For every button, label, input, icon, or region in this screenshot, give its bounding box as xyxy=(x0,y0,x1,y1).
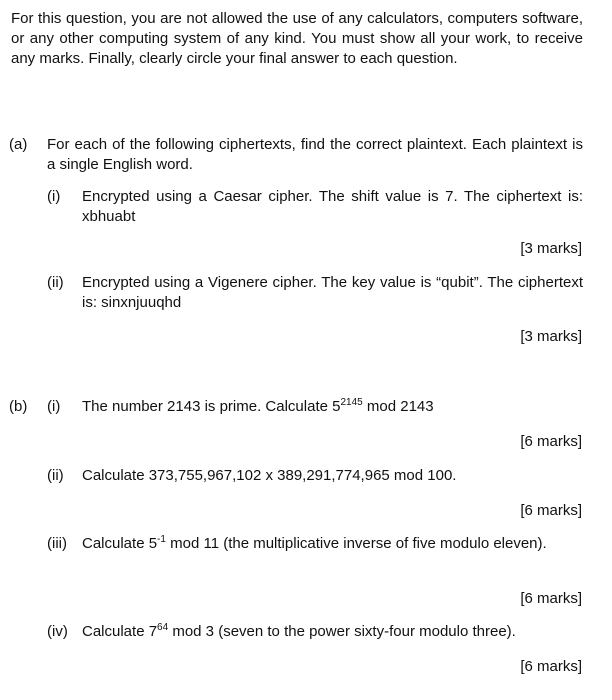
part-a-text: For each of the following ciphertexts, find the correct plaintext. Each plaintext is a single English word. xyxy=(47,136,583,173)
part-a-i-text: Encrypted using a Caesar cipher. The shift value is 7. The ciphertext is: xbhuabt xyxy=(82,188,583,225)
part-a-i-label: (i) xyxy=(47,188,61,205)
part-b-i-marks: [6 marks] xyxy=(520,433,582,450)
part-b-i-text: The number 2143 is prime. Calculate $5^{2145}$ mod 2143 xyxy=(82,397,434,415)
part-a-i-marks: [3 marks] xyxy=(520,240,582,257)
part-b-ii-text: Calculate 373,755,967,102 x 389,291,774,965 mod 100. xyxy=(82,467,457,484)
part-b-ii-marks: [6 marks] xyxy=(520,502,582,519)
part-a-ii-label: (ii) xyxy=(47,274,64,291)
exponent: 2145 xyxy=(340,397,363,408)
part-b-iv-label: (iv) xyxy=(47,623,68,640)
exponent: -1 xyxy=(157,534,166,545)
part-b-iv-marks: [6 marks] xyxy=(520,658,582,675)
exponent: 64 xyxy=(157,622,169,633)
part-b-iii-marks: [6 marks] xyxy=(520,590,582,607)
part-a-ii-marks: [3 marks] xyxy=(520,328,582,345)
part-b-label: (b) xyxy=(9,398,28,415)
part-a-ii-text: Encrypted using a Vigenere cipher. The key value is “qubit”. The ciphertext is: sinxnjuuqhd xyxy=(82,274,583,311)
instructions-paragraph: For this question, you are not allowed the use of any calculators, computers software, or any other computing system of any kind. You must show all your work, to receive any marks. Finally, clearly circle your final answer to each question. xyxy=(11,10,583,67)
part-a-label: (a) xyxy=(9,136,28,153)
part-b-iii-label: (iii) xyxy=(47,535,67,552)
part-b-iii-text: Calculate $5^{-1}$ mod 11 (the multiplicative inverse of five modulo eleven). xyxy=(82,534,547,552)
part-b-iv-text: Calculate $7^{64}$ mod 3 (seven to the power sixty-four modulo three). xyxy=(82,622,516,640)
part-b-i-label: (i) xyxy=(47,398,61,415)
part-b-ii-label: (ii) xyxy=(47,467,64,484)
